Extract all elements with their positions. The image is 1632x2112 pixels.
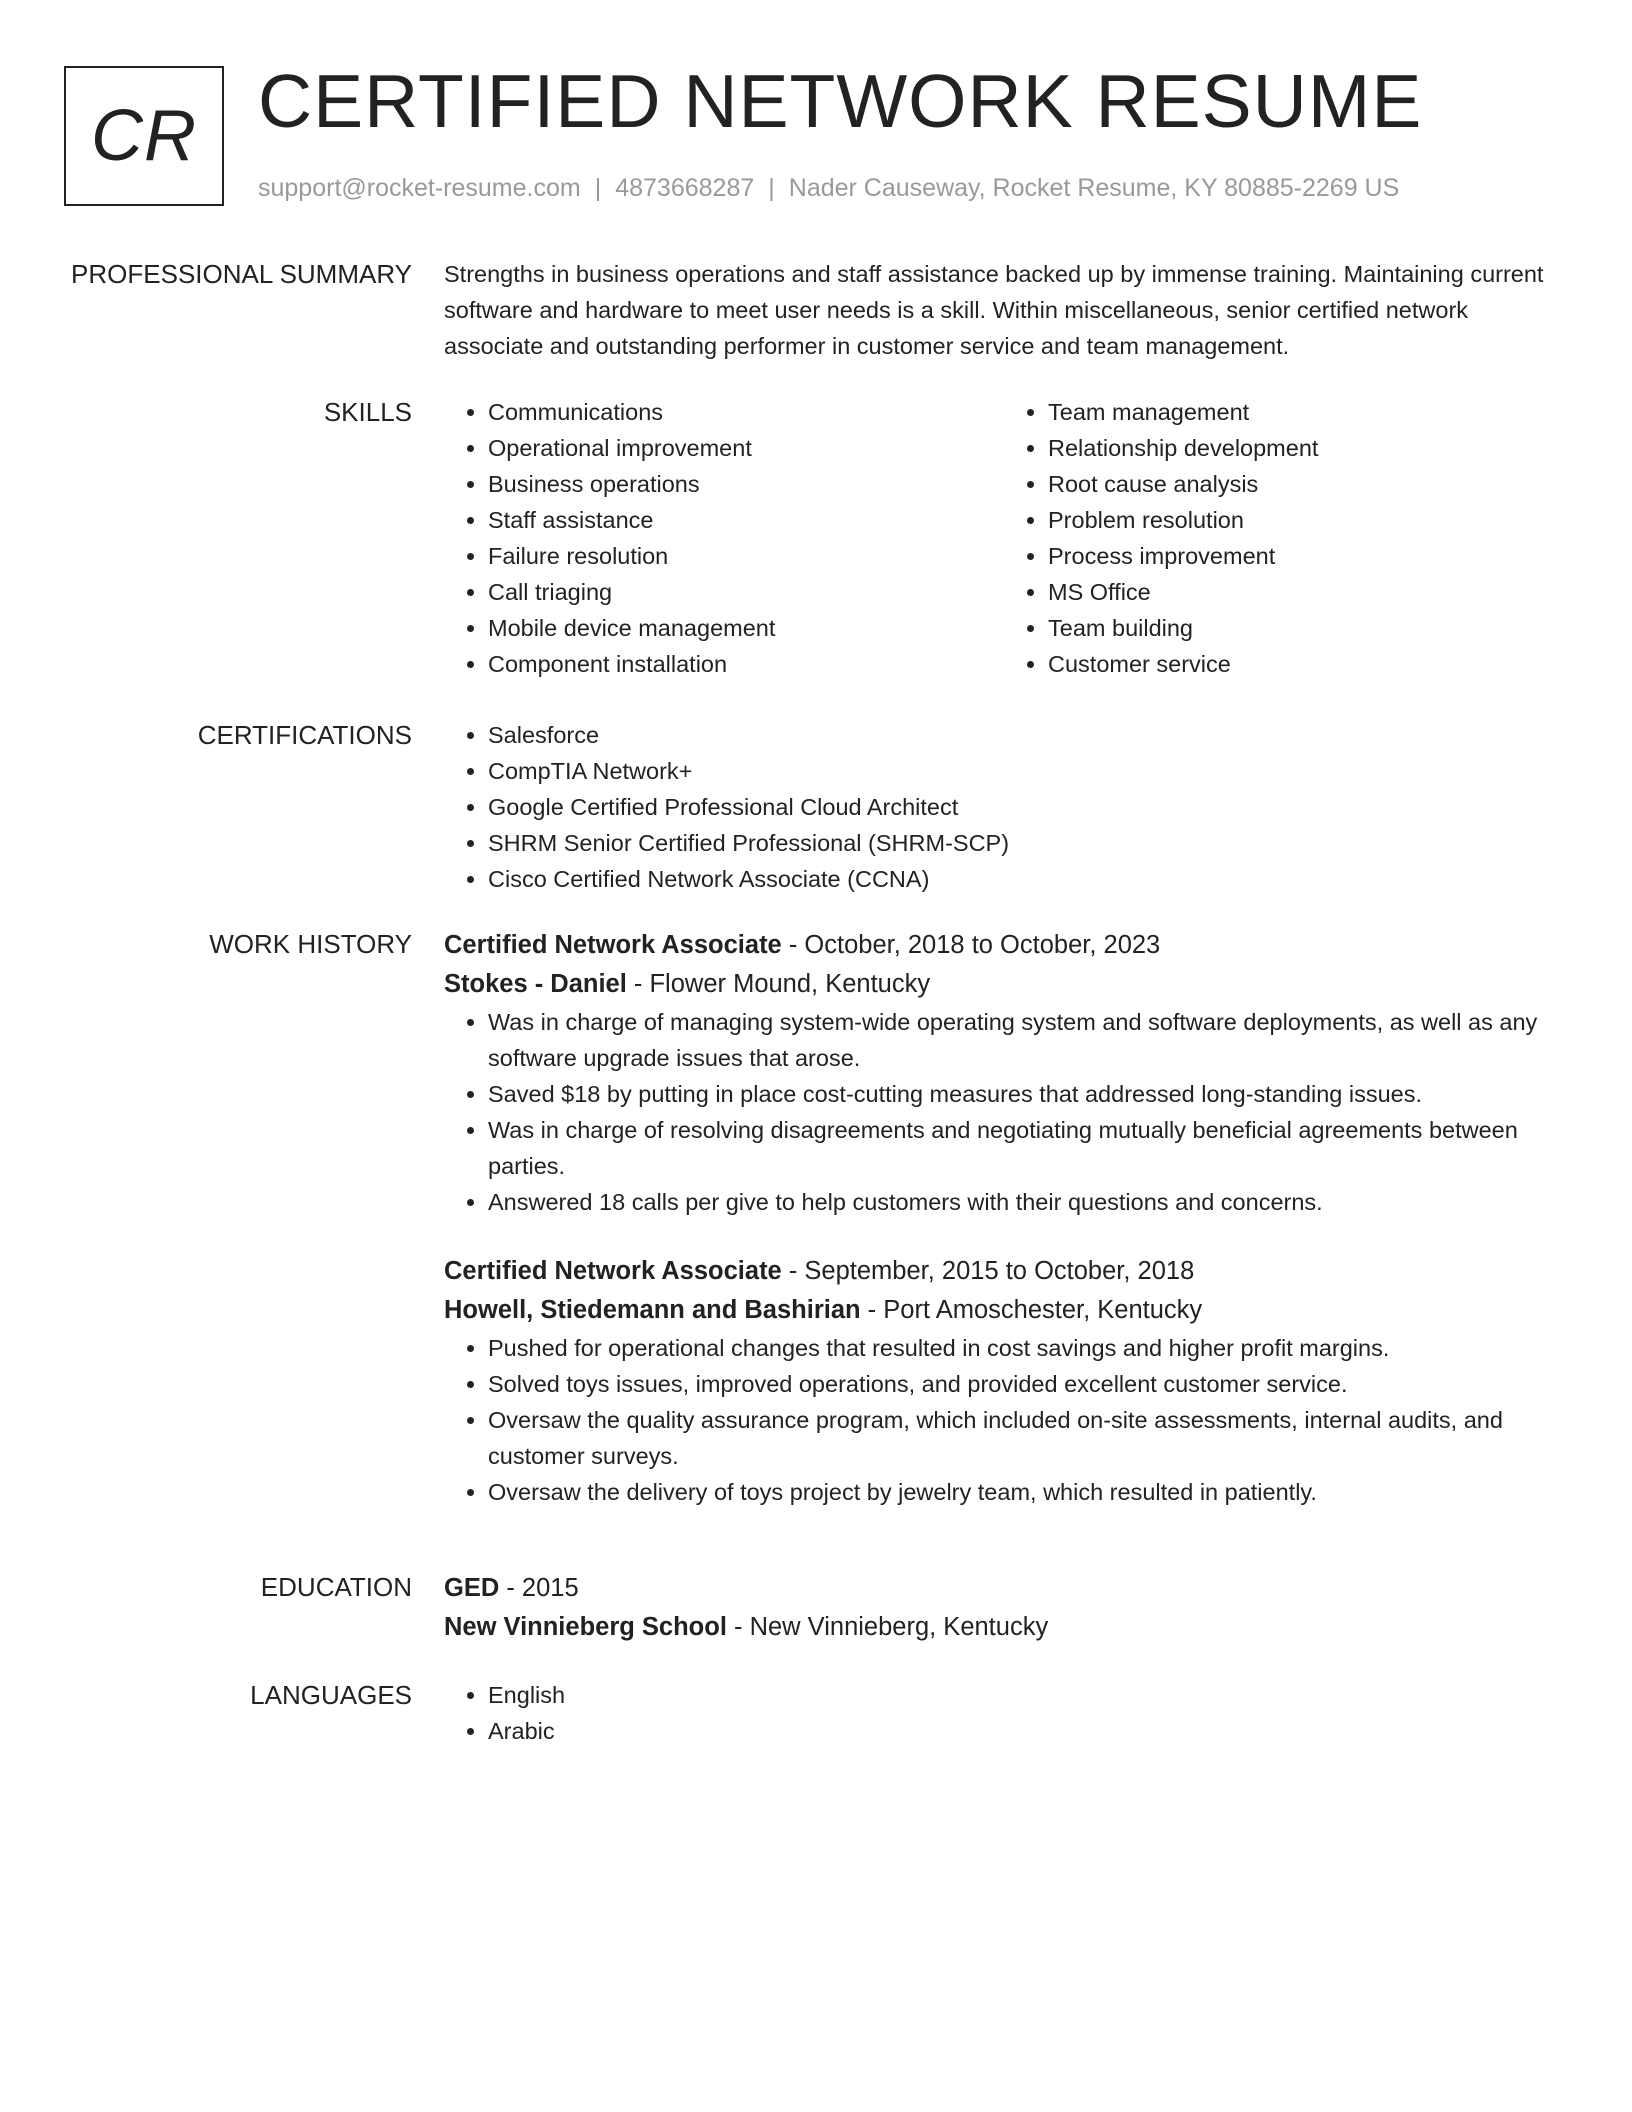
section-heading-work-history: WORK HISTORY (209, 929, 412, 959)
certification-item: • CompTIA Network+ (488, 753, 1564, 789)
skill-item: • Customer service (1048, 646, 1564, 682)
skill-item: • Team building (1048, 610, 1564, 646)
section-heading-skills: SKILLS (323, 397, 412, 427)
job-entry (444, 1252, 1564, 1510)
resume-title: CERTIFIED NETWORK RESUME (258, 59, 1423, 143)
skill-item: • Problem resolution (1048, 502, 1564, 538)
contact-separator: | (768, 174, 775, 202)
skill-item: • Relationship development (1048, 430, 1564, 466)
job-company: Stokes - Daniel (444, 970, 627, 998)
skill-item: • Process improvement (1048, 538, 1564, 574)
job-location: - Flower Mound, Kentucky (626, 970, 931, 998)
language-item: • Arabic (488, 1713, 1564, 1749)
skill-item: • Root cause analysis (1048, 466, 1564, 502)
job-bullet: • Was in charge of resolving disagreements and negotiating mutually beneficial agreements between parties. (488, 1112, 1564, 1184)
job-responsibilities (444, 1330, 1564, 1510)
education-school: New Vinnieberg School (444, 1613, 727, 1641)
skill-item: • Business operations (488, 466, 1004, 502)
skill-item: • Team management (1048, 394, 1564, 430)
section-heading-certifications: CERTIFICATIONS (197, 720, 412, 750)
job-title-line (444, 926, 1564, 965)
skills-list-left (444, 394, 1004, 682)
language-item: • English (488, 1677, 1564, 1713)
job-title: Certified Network Associate (444, 931, 782, 959)
job-bullet: • Oversaw the delivery of toys project by jewelry team, which resulted in patiently. (488, 1474, 1564, 1510)
contact-phone[interactable]: 4873668287 (615, 174, 755, 202)
contact-email[interactable]: support@rocket-resume.com (258, 174, 581, 202)
contact-address: Nader Causeway, Rocket Resume, KY 80885-2269 US (788, 174, 1400, 202)
job-bullet: • Pushed for operational changes that resulted in cost savings and higher profit margins. (488, 1330, 1564, 1366)
monogram-box (64, 66, 224, 206)
job-company-line (444, 1291, 1564, 1330)
education-school-line (444, 1608, 1564, 1647)
education-degree: GED (444, 1574, 500, 1602)
education-year: - 2015 (499, 1574, 579, 1602)
education-degree-line (444, 1569, 1564, 1608)
certification-item: • Cisco Certified Network Associate (CCNA) (488, 861, 1564, 897)
certification-item: • SHRM Senior Certified Professional (SHRM-SCP) (488, 825, 1564, 861)
job-bullet: • Solved toys issues, improved operations, and provided excellent customer service. (488, 1366, 1564, 1402)
section-heading-education: EDUCATION (260, 1572, 412, 1602)
job-dates: - October, 2018 to October, 2023 (781, 931, 1161, 959)
certification-item: • Google Certified Professional Cloud Architect (488, 789, 1564, 825)
certifications-list (444, 717, 1564, 897)
skill-item: • Failure resolution (488, 538, 1004, 574)
contact-line (258, 174, 1399, 203)
job-dates: - September, 2015 to October, 2018 (781, 1257, 1195, 1285)
monogram-initials: CR (91, 96, 197, 176)
job-bullet: • Answered 18 calls per give to help customers with their questions and concerns. (488, 1184, 1564, 1220)
skill-item: • Operational improvement (488, 430, 1004, 466)
job-bullet: • Saved $18 by putting in place cost-cutting measures that addressed long-standing issues. (488, 1076, 1564, 1112)
job-bullet: • Oversaw the quality assurance program, which included on-site assessments, internal audits, and customer surveys. (488, 1402, 1564, 1474)
job-company-line (444, 965, 1564, 1004)
skill-item: • Staff assistance (488, 502, 1004, 538)
job-title-line (444, 1252, 1564, 1291)
job-location: - Port Amoschester, Kentucky (860, 1296, 1203, 1324)
summary-text: Strengths in business operations and staff assistance backed up by immense training. Maintaining current software and hardware to meet user needs is a skill. Within miscellaneous, senior certified network associate and outstanding performer in customer service and team management. (444, 261, 1544, 359)
skill-item: • MS Office (1048, 574, 1564, 610)
job-bullet: • Was in charge of managing system-wide operating system and software deployments, as well as any software upgrade issues that arose. (488, 1004, 1564, 1076)
job-responsibilities (444, 1004, 1564, 1220)
education-location: - New Vinnieberg, Kentucky (726, 1613, 1049, 1641)
section-heading-summary: PROFESSIONAL SUMMARY (71, 259, 412, 289)
contact-separator: | (594, 174, 602, 202)
certification-item: • Salesforce (488, 717, 1564, 753)
skills-columns (444, 394, 1564, 682)
job-title: Certified Network Associate (444, 1257, 782, 1285)
job-company: Howell, Stiedemann and Bashirian (444, 1296, 861, 1324)
skill-item: • Call triaging (488, 574, 1004, 610)
skill-item: • Mobile device management (488, 610, 1004, 646)
job-entry (444, 926, 1564, 1220)
languages-list (444, 1677, 1564, 1749)
skill-item: • Component installation (488, 646, 1004, 682)
skills-list-right (1004, 394, 1564, 682)
skill-item: • Communications (488, 394, 1004, 430)
section-heading-languages: LANGUAGES (250, 1680, 412, 1710)
